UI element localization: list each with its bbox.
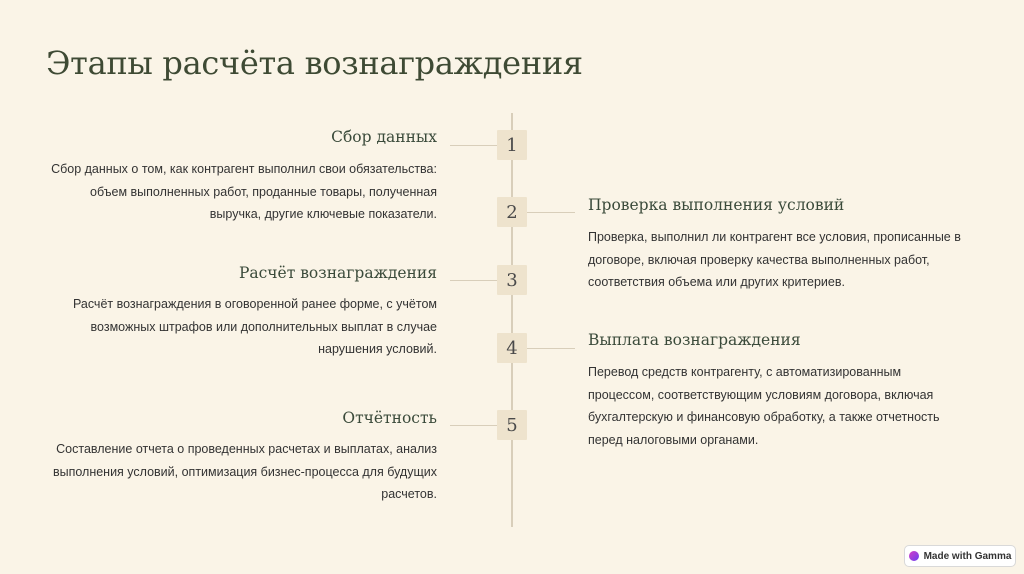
step-title-4: Выплата вознаграждения xyxy=(588,331,801,349)
step-number-2: 2 xyxy=(497,197,527,227)
step-body-4: Перевод средств контрагенту, с автоматизированным процессом, соответствующим условиям договора, включая бухгалтерскую и финансовую обработку, а также отчетность перед налоговыми органами. xyxy=(588,365,940,447)
step-number-3: 3 xyxy=(497,265,527,295)
step-title-1: Сбор данных xyxy=(331,128,437,146)
made-with-gamma-badge[interactable] xyxy=(904,545,1016,567)
connector-5 xyxy=(450,425,497,426)
step-body-1: Сбор данных о том, как контрагент выполнил свои обязательства: объем выполненных работ, проданные товары, полученная выручка, другие ключевые показатели. xyxy=(51,162,437,221)
step-body-5: Составление отчета о проведенных расчетах и выплатах, анализ выполнения условий, оптимизация бизнес-процесса для будущих расчетов. xyxy=(52,442,437,501)
step-title-5: Отчётность xyxy=(342,409,437,427)
step-body-3: Расчёт вознаграждения в оговоренной ранее форме, с учётом возможных штрафов или дополнительных выплат в случае нарушения условий. xyxy=(72,297,437,356)
step-title-3: Расчёт вознаграждения xyxy=(238,264,437,282)
step-number-5: 5 xyxy=(497,410,527,440)
gamma-logo-icon xyxy=(909,551,919,561)
page-title: Этапы расчёта вознаграждения xyxy=(46,44,583,82)
step-number-1: 1 xyxy=(497,130,527,160)
step-body-2: Проверка, выполнил ли контрагент все условия, прописанные в договоре, включая проверку качества выполненных работ, соответствия объема или других критериев. xyxy=(588,230,961,289)
badge-label: Made with Gamma xyxy=(923,550,1012,562)
connector-3 xyxy=(450,280,497,281)
connector-4 xyxy=(527,348,575,349)
connector-1 xyxy=(450,145,497,146)
step-title-2: Проверка выполнения условий xyxy=(588,196,845,214)
timeline-axis xyxy=(511,113,513,527)
connector-2 xyxy=(527,212,575,213)
step-number-4: 4 xyxy=(497,333,527,363)
